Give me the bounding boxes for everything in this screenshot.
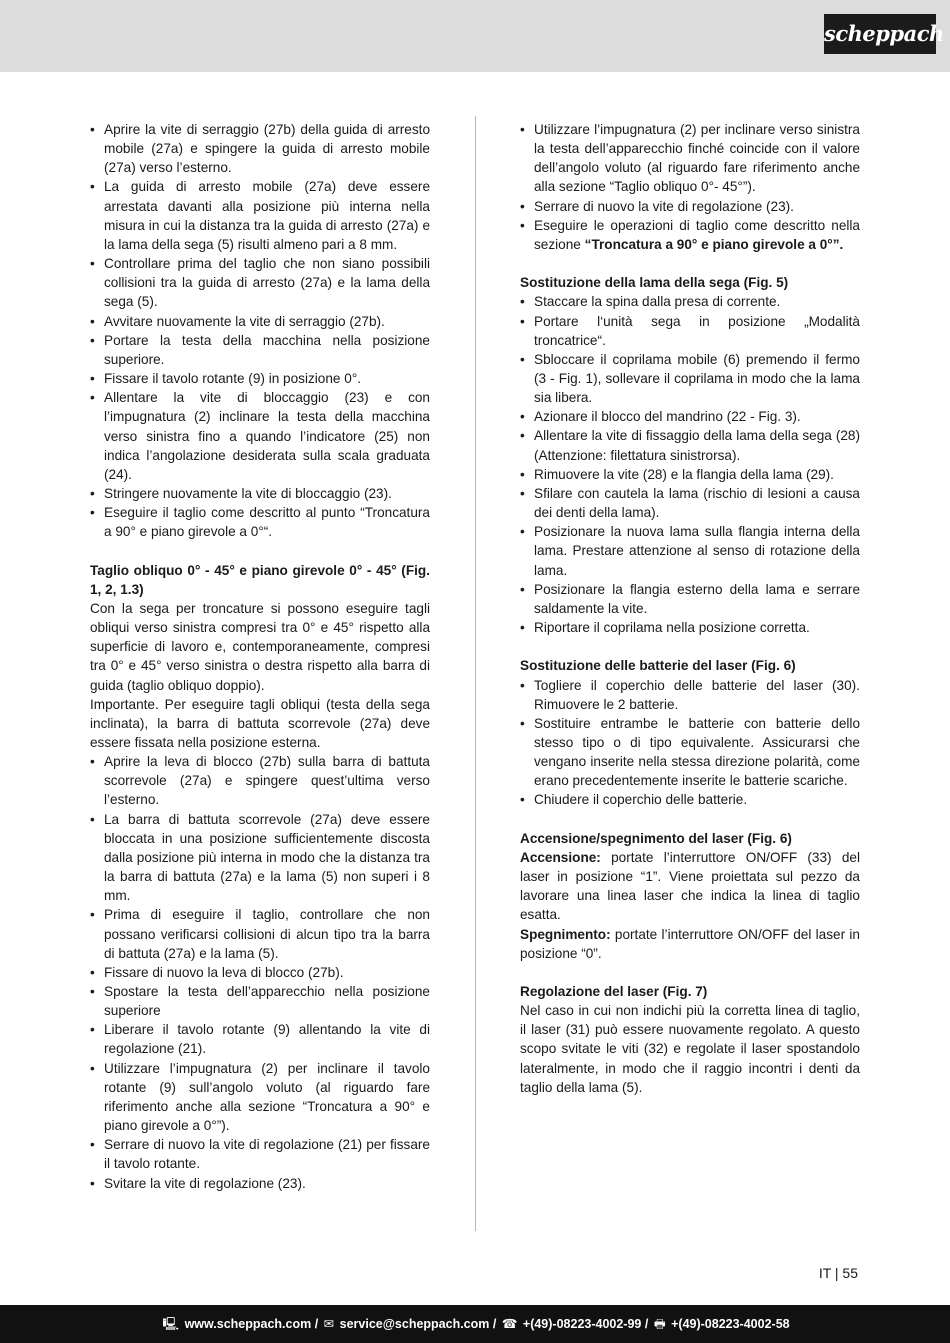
footer-email[interactable]: service@scheppach.com /	[339, 1317, 497, 1331]
paragraph: Nel caso in cui non indichi più la corretta linea di taglio, il laser (31) può essere nuovamente regolato. A questo scopo svitate le viti (32) e regolate il laser spostandolo lateralmente, in modo che il raggio incontri i denti da taglio della lama (5).	[520, 1003, 860, 1095]
paragraph: Con la sega per troncature si possono eseguire tagli obliqui verso sinistra compresi tra 0° e 45° rispetto alla superficie di lavoro e, contemporaneamente, compresi tra 0° e 45° verso sinistra o destra rispetto alla barra di guida (taglio obliquo doppio).	[90, 600, 430, 693]
list-item: • Eseguire il taglio come descritto al punto “Troncatura a 90° e piano girevole a 0°“.	[90, 503, 430, 541]
paragraph: Importante. Per eseguire tagli obliqui (testa della sega inclinata), la barra di battuta scorrevole (27a) deve essere fissata nella posizione esterna.	[90, 696, 430, 750]
list-item: • Staccare la spina dalla presa di corrente.	[520, 292, 860, 311]
battery-list	[520, 676, 860, 810]
list-item: • Fissare il tavolo rotante (9) in posizione 0°.	[90, 369, 430, 388]
paragraph-off	[520, 925, 860, 963]
list-item: • Serrare di nuovo la vite di regolazione (23).	[520, 197, 860, 216]
list-item: • Sbloccare il coprilama mobile (6) premendo il fermo (3 - Fig. 1), sollevare il coprilama in modo che la lama sia libera.	[520, 350, 860, 407]
section-heading-blade: Sostituzione della lama della sega (Fig. 5)	[520, 275, 789, 291]
off-label: Spegnimento:	[520, 926, 611, 942]
list-item: • Posizionare la nuova lama sulla flangia interna della lama. Prestare attenzione al senso di rotazione della lama.	[520, 522, 860, 579]
list-item: • Liberare il tavolo rotante (9) allentando la vite di regolazione (21).	[90, 1020, 430, 1058]
footer-fax: +(49)-08223-4002-58	[671, 1317, 790, 1331]
section-heading-laser-adjust: Regolazione del laser (Fig. 7)	[520, 983, 708, 999]
list-item: • Avvitare nuovamente la vite di serraggio (27b).	[90, 312, 430, 331]
on-label: Accensione:	[520, 849, 601, 865]
section-heading-batteries: Sostituzione delle batterie del laser (Fig. 6)	[520, 658, 796, 674]
list-item: • Aprire la leva di blocco (27b) sulla barra di battuta scorrevole (27a) e spingere quest’ultima verso l’esterno.	[90, 752, 430, 809]
column-divider	[475, 116, 476, 1231]
list-item: • Stringere nuovamente la vite di bloccaggio (23).	[90, 484, 430, 503]
right-column	[520, 120, 860, 1097]
list-item: • Utilizzare l’impugnatura (2) per inclinare il tavolo rotante (9) sull’angolo voluto (al riguardo fare riferimento anche alla sezione “Troncatura a 90° e piano girevole a 0°”).	[90, 1059, 430, 1136]
section-heading-bevel-cut: Taglio obliquo 0° - 45° e piano girevole 0° - 45° (Fig. 1, 2, 1.3)	[90, 562, 430, 597]
list-item	[520, 216, 860, 254]
list-item: • Prima di eseguire il taglio, controllare che non possano verificarsi collisioni di alcun tipo tra la barra di battuta (27a) e la lama (5).	[90, 905, 430, 962]
list-item: • Aprire la vite di serraggio (27b) della guida di arresto mobile (27a) e spingere la guida di arresto mobile (27a) verso l’esterno.	[90, 120, 430, 177]
page-number: IT | 55	[818, 1265, 858, 1281]
scheppach-logo: scheppach	[824, 14, 936, 54]
list-item: • Controllare prima del taglio che non siano possibili collisioni tra la guida di arresto (27a) e la lama della sega (5).	[90, 254, 430, 311]
off-text: portate l’interruttore ON/OFF del laser in posizione “0”.	[520, 926, 860, 961]
footer-website[interactable]: www.scheppach.com /	[184, 1317, 319, 1331]
list-item: • Posizionare la flangia esterno della lama e serrare saldamente la vite.	[520, 580, 860, 618]
list-item: • Togliere il coperchio delle batterie del laser (30). Rimuovere le 2 batterie.	[520, 676, 860, 714]
list-item: • La barra di battuta scorrevole (27a) deve essere bloccata in una posizione sufficientemente discosta dalla posizione più interna in modo che la distanza tra la barra di battuta (27a) e la lama (5) non superi i 8 mm.	[90, 810, 430, 906]
list-item: • Sostituire entrambe le batterie con batterie dello stesso tipo o di tipo equivalente. Assicurarsi che vengano inserite nella stessa direzione polarità, come erano precedentemente inserite le batterie scariche.	[520, 714, 860, 791]
list-item: • Rimuovere la vite (28) e la flangia della lama (29).	[520, 465, 860, 484]
list-item: • Sfilare con cautela la lama (rischio di lesioni a causa dei denti della lama).	[520, 484, 860, 522]
list-item: • Svitare la vite di regolazione (23).	[90, 1174, 430, 1193]
left-column	[90, 120, 430, 1193]
list-item: • Allentare la vite di bloccaggio (23) e con l’impugnatura (2) inclinare la testa della macchina verso sinistra fino a quando l’indicatore (25) non indica l’angolazione desiderata sulla scala graduata (24).	[90, 388, 430, 484]
list-item: • Portare la testa della macchina nella posizione superiore.	[90, 331, 430, 369]
fax-icon: 🖶	[653, 1317, 666, 1331]
list-item: • Azionare il blocco del mandrino (22 - Fig. 3).	[520, 407, 860, 426]
footer-bar	[0, 1305, 950, 1343]
list-item: • Portare l‘unità sega in posizione „Modalità troncatrice“.	[520, 312, 860, 350]
left-list-1	[90, 120, 430, 541]
section-heading-laser-onoff: Accensione/spegnimento del laser (Fig. 6)	[520, 830, 792, 846]
list-item: • Serrare di nuovo la vite di regolazione (21) per fissare il tavolo rotante.	[90, 1135, 430, 1173]
computer-icon: 🖳	[162, 1317, 180, 1331]
footer-phone: +(49)-08223-4002-99 /	[522, 1317, 649, 1331]
paragraph-on	[520, 848, 860, 925]
blade-list	[520, 292, 860, 637]
list-item: • Chiudere il coperchio delle batterie.	[520, 790, 860, 809]
list-item: • Spostare la testa dell’apparecchio nella posizione superiore	[90, 982, 430, 1020]
list-item-text: Eseguire le operazioni di taglio come descritto nella sezione	[534, 217, 860, 252]
right-list-1	[520, 120, 860, 254]
phone-icon: ☎	[501, 1317, 518, 1331]
list-item: • Riportare il coprilama nella posizione corretta.	[520, 618, 860, 637]
mail-icon: ✉	[323, 1317, 335, 1331]
section-reference: “Troncatura a 90° e piano girevole a 0°”.	[584, 236, 844, 252]
list-item: • Fissare di nuovo la leva di blocco (27b).	[90, 963, 430, 982]
list-item: • Allentare la vite di fissaggio della lama della sega (28) (Attenzione: filettatura sinistrorsa).	[520, 426, 860, 464]
left-list-2	[90, 752, 430, 1193]
header-band	[0, 0, 950, 72]
list-item: • Utilizzare l’impugnatura (2) per inclinare verso sinistra la testa dell’apparecchio finché coincide con il valore dell’angolo voluto (al riguardo fare riferimento anche alla sezione “Taglio obliquo 0°- 45°”).	[520, 120, 860, 197]
on-text: portate l’interruttore ON/OFF (33) del laser in posizione “1”. Viene proiettata sul pezzo da lavorare una linea laser che indica la linea di taglio esatta.	[520, 849, 860, 923]
list-item: • La guida di arresto mobile (27a) deve essere arrestata davanti alla posizione più interna nella misura in cui la distanza tra la guida di arresto (27a) e la lama della sega (5) risulti almeno pari a 8 mm.	[90, 177, 430, 254]
